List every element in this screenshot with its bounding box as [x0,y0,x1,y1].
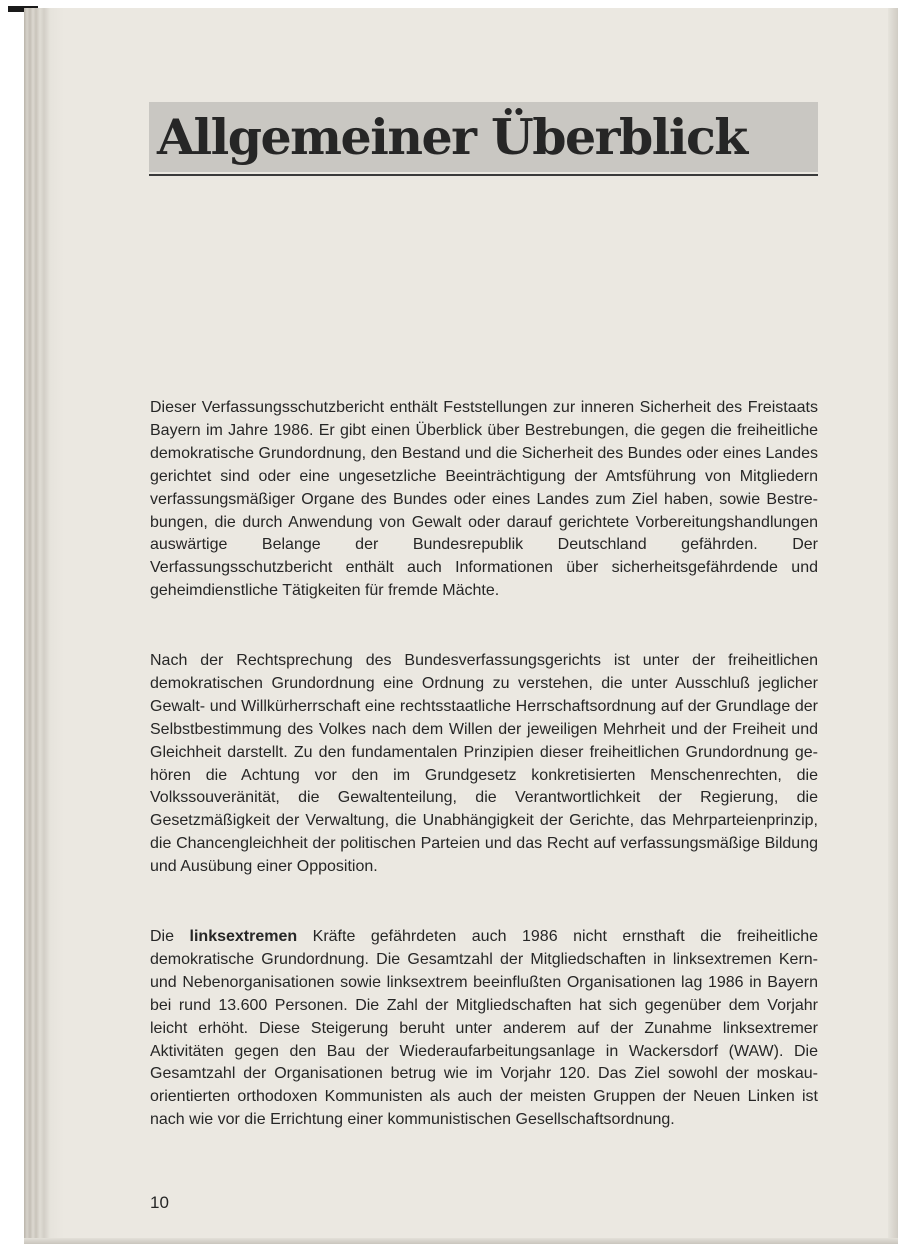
page-right-edge [888,8,898,1244]
paragraph-rest: Kräfte gefährdeten auch 1986 nicht ernsthaft die freiheitliche demokratische Grundordnung. Die Gesamtzahl der Mitgliedschaften in linksextremen Kern- und Nebenorganisationen sowie linksextrem beeinflußten Organisationen lag 1986 in Bayern bei rund 13.600 Personen. Die Zahl der Mitgliedschaften hat sich gegenüber dem Vorjahr leicht erhöht. Diese Steigerung beruht unter anderem auf der Zunahme linksextremer Aktivitäten gegen den Bau der Wiederaufarbeitungsanlage in Wackersdorf (WAW). Die Gesamtzahl der Organisationen betrug wie im Vorjahr 120. Das Ziel sowohl der moskauorientierten orthodoxen Kommunisten als auch der meisten Gruppen der Neuen Linken ist nach wie vor die Errichtung einer kommunistischen Gesellschaftsordnung. [150,928,819,1129]
title-underline [149,174,818,176]
page-title: Allgemeiner Überblick [157,108,747,166]
paragraph-grundordnung: Nach der Rechtsprechung des Bundesverfassungsgerichts ist unter der freiheitlichen demokratischen Grundordnung eine Ordnung zu verstehen, die unter Ausschluß jeglicher Gewalt- und Willkürherrschaft eine rechtsstaatliche Herrschaftsordnung auf der Grundlage der Selbstbestimmung des Volkes nach dem Willen der jeweiligen Mehrheit und der Freiheit und Gleichheit darstellt. Zu den fundamentalen Prinzipien dieser freiheitlichen Grundordnung gehören die Achtung vor den im Grundgesetz konkretisierten Menschenrechten, die Volkssouveränität, die Gewaltenteilung, die Verantwortlichkeit der Regierung, die Gesetzmäßigkeit der Verwaltung, die Unabhängigkeit der Gerichte, das Mehrparteienprinzip, die Chancengleichheit der politischen Parteien und das Recht auf verfassungsmäßige Bildung und Ausübung einer Opposition. [150,652,818,876]
paragraph-lead: Die [150,928,190,945]
title-band [149,102,818,172]
paragraph-linksextremismus [150,926,818,1132]
page-number: 10 [150,1193,169,1212]
page-bottom-edge [24,1238,898,1244]
paragraph-intro: Dieser Verfassungsschutzbericht enthält Feststellungen zur inneren Sicherheit des Freistaats Bayern im Jahre 1986. Er gibt einen Überblick über Bestrebungen, die gegen die freiheitliche demokratische Grundordnung, den Bestand und die Sicherheit des Bundes oder eines Landes gerichtet sind oder eine ungesetzliche Beeinträchtigung der Amtsführung von Mitgliedern verfassungsmäßiger Organe des Bundes oder eines Landes zum Ziel haben, sowie Bestrebungen, die durch Anwendung von Gewalt oder darauf gerichtete Vorbereitungshandlungen auswärtige Belange der Bundesrepublik Deutschland gefährden. Der Verfassungsschutzbericht enthält auch Informationen über sicherheitsgefährdende und geheimdienstliche Tätigkeiten für fremde Mächte. [150,399,819,600]
page-stack-edge [24,8,64,1244]
emphasis-linksextremen: linksextremen [189,928,298,945]
